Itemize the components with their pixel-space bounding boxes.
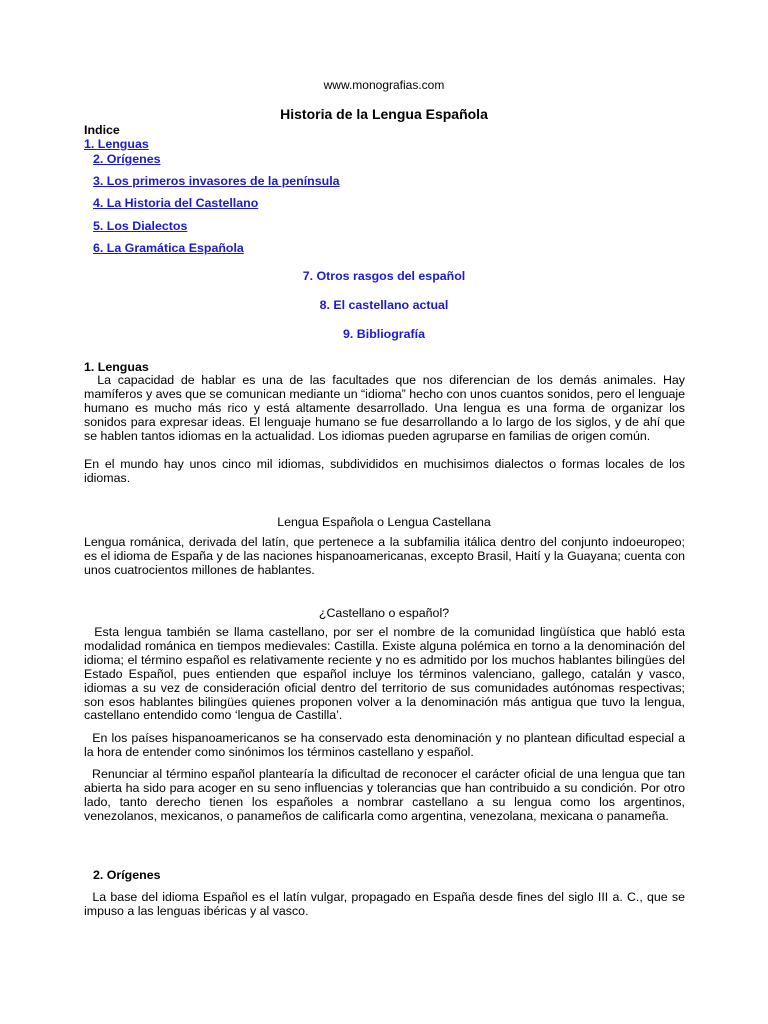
paragraph-castellano-2: En los países hispanoamericanos se ha conservado esta denominación y no plantean dificultad especial a la hora de entender como sinónimos los términos castellano y español. [84,731,685,759]
subheading-castellano-espanol: ¿Castellano o español? [318,606,450,620]
toc-link-otros-rasgos[interactable]: 7. Otros rasgos del español [302,269,466,283]
paragraph-castellano-1: Esta lengua también se llama castellano, por ser el nombre de la comunidad lingüística que habló esta modalidad románica en tiempos medievales: Castilla. Existe alguna polémica en torno a la denominación del idioma; el término español es relativamente reciente y no es admitido por los muchos hablantes bilingües del Estado Español, pues entienden que español incluye los términos valenciano, gallego, catalán y vasco, idiomas a su vez de consideración oficial dentro del territorio de sus comunidades autónomas respectivas; son esos hablantes bilingües quienes proponen volver a la denominación más antigua que tuvo la lengua, castellano entendido como ‘lengua de Castilla’. [84,625,685,723]
toc-link-dialectos[interactable]: 5. Los Dialectos [93,219,188,233]
section-heading-origenes: 2. Orígenes [93,868,161,882]
index-heading: Indice [84,123,120,137]
toc-link-bibliografia[interactable]: 9. Bibliografía [343,327,425,341]
section-heading-lenguas: 1. Lenguas [84,360,149,374]
toc-link-historia-castellano[interactable]: 4. La Historia del Castellano [93,196,259,210]
paragraph-lenguas-2: En el mundo hay unos cinco mil idiomas, subdivididos en muchisimos dialectos o formas locales de los idiomas. [84,457,685,485]
site-url: www.monografias.com [323,78,445,92]
toc-link-gramatica[interactable]: 6. La Gramática Española [93,241,244,255]
paragraph-castellano-3: Renunciar al término español plantearía la dificultad de reconocer el carácter oficial de una lengua que tan abierta ha sido para acoger en su seno influencias y tolerancias que han contribuido a su condición. Por otro lado, tanto derecho tienen los españoles a nombrar castellano a su lengua como los argentinos, venezolanos, mexicanos, o panameños de calificarla como argentina, venezolana, mexicana o panameña. [84,767,685,823]
document-title: Historia de la Lengua Española [280,106,488,122]
paragraph-lenguas-1: La capacidad de hablar es una de las facultades que nos diferencian de los demás animales. Hay mamíferos y aves que se comunican mediante un “idioma” hecho con unos cuantos sonidos, pero el lenguaje humano es mucho más rico y está altamente desarrollado. Una lengua es una forma de organizar los sonidos para expresar ideas. El lenguaje humano se fue desarrollando a lo largo de los siglos, y de ahí que se hablen tantos idiomas en la actualidad. Los idiomas pueden agruparse en familias de origen común. [84,373,685,443]
paragraph-origenes-1: La base del idioma Español es el latín vulgar, propagado en España desde fines del siglo III a. C., que se impuso a las lenguas ibéricas y al vasco. [84,890,685,918]
toc-link-origenes[interactable]: 2. Orígenes [93,152,161,166]
subheading-lengua-castellana: Lengua Española o Lengua Castellana [277,515,491,529]
toc-link-invasores[interactable]: 3. Los primeros invasores de la península [93,174,340,188]
toc-link-lenguas[interactable]: 1. Lenguas [84,137,149,151]
toc-link-castellano-actual[interactable]: 8. El castellano actual [319,298,449,312]
paragraph-lengua-castellana: Lengua románica, derivada del latín, que pertenece a la subfamilia itálica dentro del conjunto indoeuropeo; es el idioma de España y de las naciones hispanoamericanas, excepto Brasil, Haití y la Guayana; cuenta con unos cuatrocientos millones de hablantes. [84,535,685,577]
